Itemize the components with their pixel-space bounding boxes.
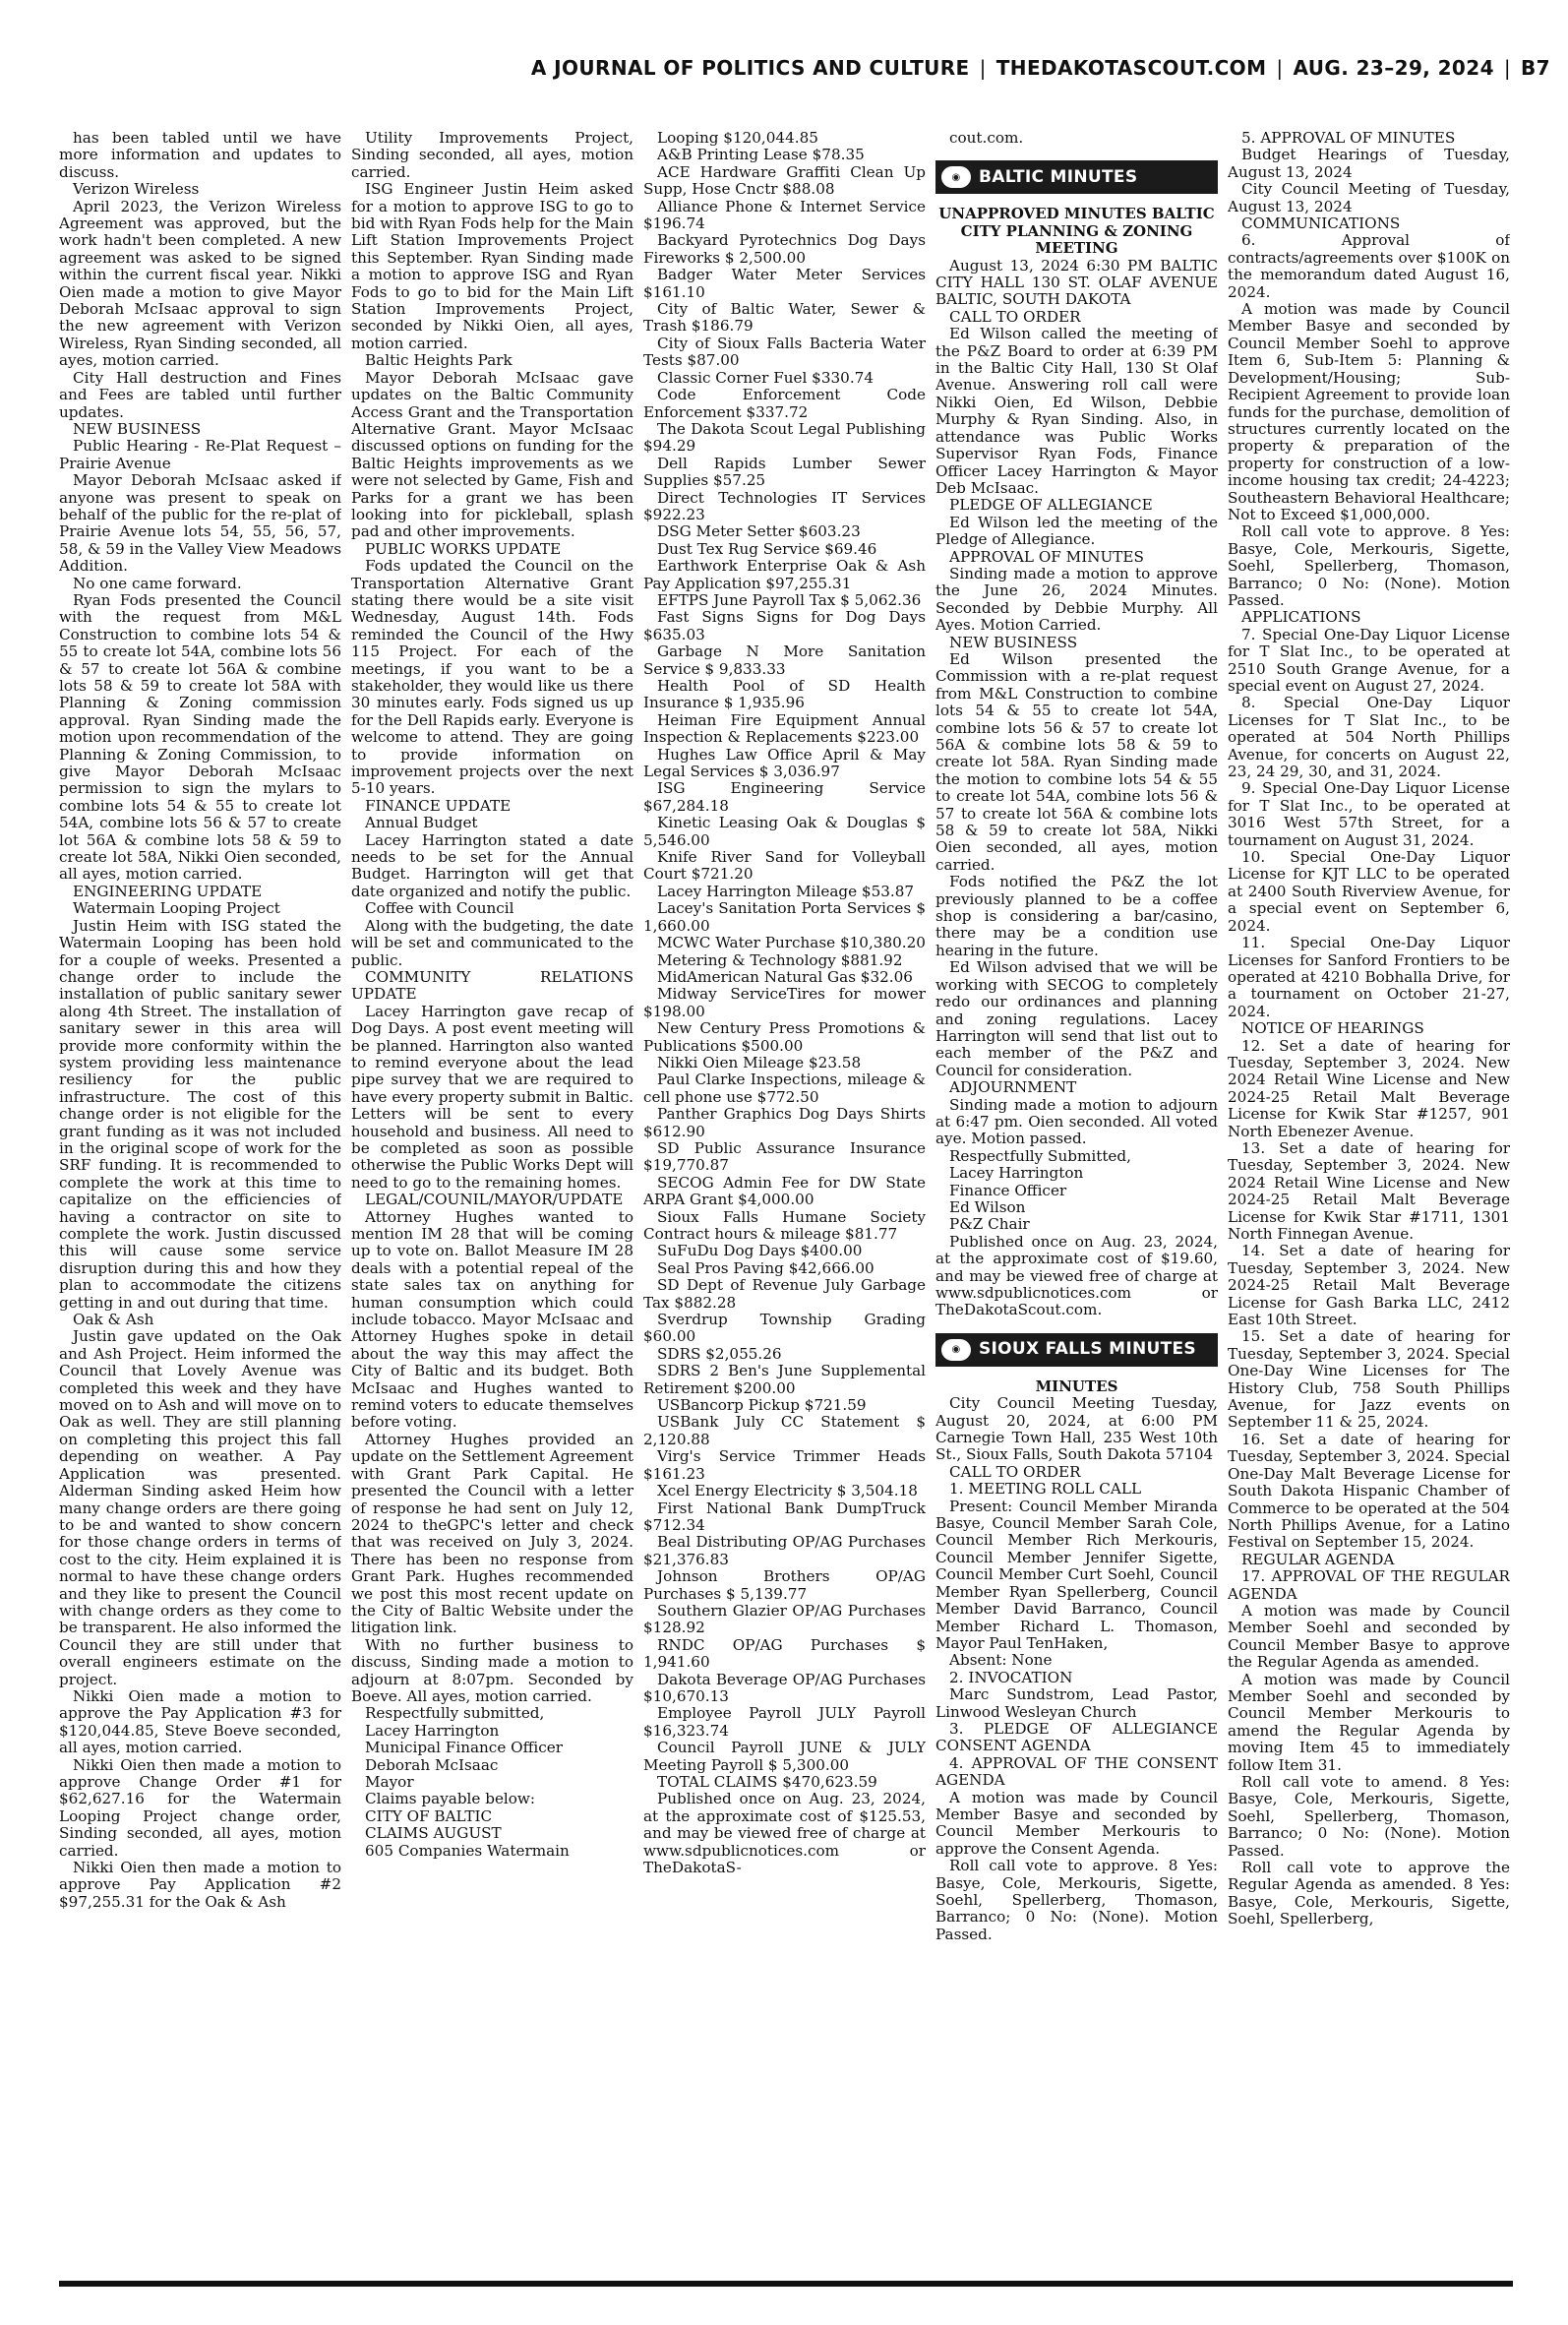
- paragraph: NEW BUSINESS: [73, 419, 202, 438]
- paragraph: Knife River Sand for Volleyball Court $721.20: [643, 848, 926, 884]
- paragraph: TOTAL CLAIMS $470,623.59: [657, 1773, 877, 1791]
- paragraph: Nikki Oien then made a motion to approve Change Order #1 for $62,627.16 for the Watermain Looping Project change order, Sinding seconded, all ayes, motion carried.: [59, 1755, 341, 1860]
- paragraph: Justin gave updated on the Oak and Ash Project. Heim informed the Council that Lovely Avenue was completed this week and they have moved on to Ash and will move on to Oak as well. They are still planning on completing this project this fall depending on weather. A Pay Application was presented. Alderman Sinding asked Heim how many change orders are there going to be and wanted to show concern for those change orders in terms of cost to the city. Heim explained it is normal to have these change orders and they like to present the Council with change orders as they come to be transparent. He also informed the Council they are still under that overall engineers estimate on the project.: [59, 1327, 341, 1688]
- paragraph: P&Z Chair: [949, 1215, 1030, 1234]
- paragraph: RNDC OP/AG Purchases $ 1,941.60: [643, 1635, 926, 1672]
- paragraph: Direct Technologies IT Services $922.23: [643, 488, 926, 523]
- paragraph: Oak & Ash: [73, 1311, 154, 1329]
- paragraph: 14. Set a date of hearing for Tuesday, September 3, 2024. New 2024-25 Retail Malt Beverage License for Gash Barka LLC, 2412 East 10th Street.: [1228, 1242, 1510, 1329]
- paragraph: With no further business to discuss, Sinding made a motion to adjourn at 8:07pm. Seconded by Boeve. All ayes, motion carried.: [351, 1635, 633, 1705]
- paragraph: PUBLIC WORKS UPDATE: [365, 539, 562, 558]
- paragraph: ADJOURNMENT: [949, 1078, 1077, 1097]
- paragraph: Seal Pros Paving $42,666.00: [657, 1258, 874, 1277]
- paragraph: Ed Wilson called the meeting of the P&Z Board to order at 6:39 PM in the Baltic City Hall, 130 St Olaf Avenue. Answering roll call were Nikki Oien, Ed Wilson, Debbie Murphy & Ryan Sinding. Also, in attendance was Public Works Supervisor Ryan Fods, Finance Officer Lacey Harrington & Mayor Deb McIsaac.: [935, 325, 1218, 497]
- article-columns: [59, 130, 1513, 2265]
- paragraph: Respectfully Submitted,: [949, 1146, 1131, 1165]
- paragraph: Attorney Hughes wanted to mention IM 28 that will be coming up to vote on. Ballot Measure IM 28 deals with a potential repeal of the state sales tax on anything for human consumption which could include tobacco. Mayor McIsaac and Attorney Hughes spoke in detail about the way this may affect the City of Baltic and its budget. Both McIsaac and Hughes wanted to remind voters to educate themselves before voting.: [351, 1207, 633, 1432]
- paragraph: Earthwork Enterprise Oak & Ash Pay Application $97,255.31: [643, 557, 926, 592]
- masthead-separator: |: [1276, 56, 1284, 80]
- paragraph: ENGINEERING UPDATE: [73, 882, 263, 900]
- section-heading: UNAPPROVED MINUTES BALTIC CITY PLANNING & ZONING MEETING: [938, 205, 1215, 258]
- paragraph: Lacey Harrington gave recap of Dog Days. A post event meeting will be planned. Harrington also wanted to remind everyone about the lead pipe survey that we are required to have every property submit in Baltic. Letters will be sent to every household and business. All need to be completed as soon as possible otherwise the Public Works Dept will need to go to the remaining homes.: [351, 1002, 633, 1192]
- paragraph: Published once on Aug. 23, 2024, at the approximate cost of $125.53, and may be viewed free of charge at www.sdpublicnotices.com or TheDakotaS-: [643, 1790, 926, 1877]
- column-4: [935, 130, 1218, 2265]
- paragraph: Lacey Harrington: [365, 1721, 500, 1740]
- paragraph: Employee Payroll JULY Payroll $16,323.74: [643, 1704, 926, 1740]
- paragraph: Published once on Aug. 23, 2024, at the approximate cost of $19.60, and may be viewed free of charge at www.sdpublicnotices.com or TheDakotaScout.com.: [935, 1232, 1218, 1319]
- paragraph: 6. Approval of contracts/agreements over $100K on the memorandum dated August 16, 2024.: [1228, 231, 1510, 301]
- paragraph: has been tabled until we have more information and updates to discuss.: [59, 130, 341, 181]
- paragraph: Along with the budgeting, the date will be set and communicated to the public.: [351, 916, 633, 969]
- paragraph: EFTPS June Payroll Tax $ 5,062.36: [657, 590, 922, 609]
- paragraph: 605 Companies Watermain: [365, 1841, 570, 1860]
- paragraph: Sinding made a motion to approve the June 26, 2024 Minutes. Seconded by Debbie Murphy. All Ayes. Motion Carried.: [935, 564, 1218, 635]
- paragraph: 5. APPROVAL OF MINUTES: [1241, 130, 1456, 147]
- paragraph: 13. Set a date of hearing for Tuesday, September 3, 2024. New 2024 Retail Wine License and New 2024-25 Retail Malt Beverage License for Kwik Star #1711, 1301 North Finnegan Avenue.: [1228, 1138, 1510, 1243]
- paragraph: City of Baltic Water, Sewer & Trash $186.79: [643, 300, 926, 336]
- paragraph: Fods updated the Council on the Transportation Alternative Grant stating there would be a site visit Wednesday, August 14th. Fods reminded the Council of the Hwy 115 Project. For each of the meetings, if you want to be a stakeholder, they would like us there 30 minutes early. Fods signed us up for the Dell Rapids early. Everyone is welcome to attend. They are going to provide information on improvement projects over the next 5-10 years.: [351, 557, 633, 798]
- paragraph: Dakota Beverage OP/AG Purchases $10,670.13: [643, 1670, 926, 1705]
- paragraph: Mayor: [365, 1773, 414, 1791]
- paragraph: 4. APPROVAL OF THE CONSENT AGENDA: [935, 1753, 1218, 1790]
- paragraph: Hughes Law Office April & May Legal Services $ 3,036.97: [643, 745, 926, 781]
- paragraph: Roll call vote to approve the Regular Agenda as amended. 8 Yes: Basye, Cole, Merkouris, Sigette, Soehl, Spellerberg,: [1228, 1859, 1510, 1928]
- paragraph: Annual Budget: [365, 814, 478, 832]
- paragraph: 1. MEETING ROLL CALL: [949, 1480, 1142, 1499]
- paragraph: City Council Meeting of Tuesday, August 13, 2024: [1228, 180, 1510, 215]
- paragraph: Nikki Oien then made a motion to approve Pay Application #2 $97,255.31 for the Oak & Ash: [59, 1859, 341, 1911]
- paragraph: Metering & Technology $881.92: [657, 950, 903, 969]
- page-number: B7: [1521, 56, 1550, 80]
- paragraph: Badger Water Meter Services $161.10: [643, 266, 926, 301]
- paragraph: COMMUNITY RELATIONS UPDATE: [351, 967, 633, 1004]
- paragraph: Municipal Finance Officer: [365, 1739, 563, 1757]
- paragraph: Deborah McIsaac: [365, 1755, 499, 1774]
- paragraph: USBancorp Pickup $721.59: [657, 1396, 867, 1415]
- paragraph: Fods notified the P&Z the lot previously planned to be a coffee shop is considering a bar/casino, there may be a condition use hearing in the future.: [935, 873, 1218, 959]
- paragraph: Nikki Oien made a motion to approve the Pay Application #3 for $120,044.85, Steve Boeve seconded, all ayes, motion carried.: [59, 1686, 341, 1757]
- column-2: [351, 130, 633, 2265]
- paragraph: SuFuDu Dog Days $400.00: [657, 1242, 863, 1260]
- paragraph: MCWC Water Purchase $10,380.20: [657, 934, 926, 952]
- paragraph: CITY OF BALTIC: [365, 1806, 493, 1825]
- paragraph: SD Public Assurance Insurance $19,770.87: [643, 1138, 926, 1175]
- masthead-separator: |: [1503, 56, 1512, 80]
- paragraph: Coffee with Council: [365, 899, 514, 918]
- paragraph: Mayor Deborah McIsaac gave updates on the Baltic Community Access Grant and the Transportation Alternative Grant. Mayor McIsaac discussed options on funding for the Baltic Heights improvements as we were not selected by Game, Fish and Parks for a grant we has been looking into for pickleball, splash pad and other improvements.: [351, 368, 633, 541]
- paragraph: August 13, 2024 6:30 PM BALTIC CITY HALL 130 ST. OLAF AVENUE BALTIC, SOUTH DAKOTA: [935, 256, 1218, 309]
- paragraph: Mayor Deborah McIsaac asked if anyone was present to speak on behalf of the public for the re-plat of Prairie Avenue lots 54, 55, 56, 57, 58, & 59 in the Valley View Meadows Addition.: [59, 471, 341, 576]
- paragraph: Utility Improvements Project, Sinding seconded, all ayes, motion carried.: [351, 130, 633, 181]
- paragraph: Looping $120,044.85: [657, 130, 818, 147]
- paragraph: 16. Set a date of hearing for Tuesday, September 3, 2024. Special One-Day Malt Beverage License for South Dakota Hispanic Chamber of Commerce to be operated at the 504 North Phillips Avenue, for a Latino Festival on September 15, 2024.: [1228, 1430, 1510, 1552]
- masthead: [531, 51, 1550, 85]
- paragraph: NOTICE OF HEARINGS: [1241, 1019, 1424, 1038]
- paragraph: Dust Tex Rug Service $69.46: [657, 539, 877, 558]
- scout-logo-icon: ◉: [941, 1339, 971, 1361]
- paragraph: Claims payable below:: [365, 1790, 536, 1808]
- paragraph: 3. PLEDGE OF ALLEGIANCE CONSENT AGENDA: [935, 1719, 1218, 1755]
- banner-title: BALTIC MINUTES: [979, 166, 1138, 187]
- section-banner-baltic: [935, 160, 1218, 194]
- paragraph: A motion was made by Council Member Basye and seconded by Council Member Merkouris to approve the Consent Agenda.: [935, 1788, 1218, 1858]
- paragraph: Finance Officer: [949, 1181, 1067, 1199]
- paragraph: MidAmerican Natural Gas $32.06: [657, 967, 913, 986]
- paragraph: Lacey Harrington: [949, 1164, 1084, 1183]
- paragraph: Public Hearing - Re-Plat Request – Prairie Avenue: [59, 437, 341, 472]
- paragraph: SDRS $2,055.26: [657, 1344, 782, 1363]
- paragraph: Health Pool of SD Health Insurance $ 1,935.96: [643, 677, 926, 712]
- paragraph: LEGAL/COUNIL/MAYOR/UPDATE: [365, 1191, 624, 1209]
- paragraph: PLEDGE OF ALLEGIANCE: [949, 496, 1153, 515]
- paragraph: CALL TO ORDER: [949, 307, 1081, 326]
- journal-title: A JOURNAL OF POLITICS AND CULTURE: [530, 56, 970, 80]
- paragraph: ACE Hardware Graffiti Clean Up Supp, Hose Cnctr $88.08: [643, 162, 926, 199]
- baltic-pz-minutes: [935, 258, 1218, 1319]
- paragraph: Justin Heim with ISG stated the Watermain Looping has been hold for a couple of weeks. Presented a change order to include the installation of public sanitary sewer along 4th Street. The installation of sanitary sewer in this area will provide more conformity within the system providing less maintenance resiliency for the public infrastructure. The cost of this change order is not eligible for the grant funding as it was not included in the original scope of work for the SRF funding. It is recommended to complete the work at this time to capitalize on the efficiencies of having a contractor on site to complete the work. Justin discussed this will cause some service disruption during this and how they plan to accommodate the citizens getting in and out during that time.: [59, 916, 341, 1312]
- paragraph: 10. Special One-Day Liquor License for KJT LLC to be operated at 2400 South Riverview Avenue, for a special event on September 6, 2024.: [1228, 848, 1510, 935]
- site-name: THEDAKOTASCOUT.COM: [995, 56, 1267, 80]
- paragraph: Roll call vote to amend. 8 Yes: Basye, Cole, Merkouris, Sigette, Soehl, Spellerberg, Thomason, Barranco; 0 No: (None). Motion Passed.: [1228, 1773, 1510, 1860]
- paragraph: APPLICATIONS: [1241, 608, 1361, 627]
- paragraph: Garbage N More Sanitation Service $ 9,833.33: [643, 642, 926, 678]
- paragraph: First National Bank DumpTruck $712.34: [643, 1499, 926, 1534]
- column-3: [643, 130, 926, 2265]
- paragraph: A motion was made by Council Member Soehl and seconded by Council Member Merkouris to amend the Regular Agenda by moving Item 45 to immediately follow Item 31.: [1228, 1670, 1510, 1774]
- paragraph: Baltic Heights Park: [365, 351, 513, 370]
- paragraph: Roll call vote to approve. 8 Yes: Basye, Cole, Merkouris, Sigette, Soehl, Spellerberg, Thomason, Barranco; 0 No: (None). Motion Passed.: [1228, 522, 1510, 609]
- paragraph: Backyard Pyrotechnics Dog Days Fireworks $ 2,500.00: [643, 231, 926, 267]
- paragraph: Ed Wilson: [949, 1197, 1026, 1216]
- paragraph: April 2023, the Verizon Wireless Agreement was approved, but the work hadn't been completed. A new agreement was asked to be signed within the current fiscal year. Nikki Oien made a motion to give Mayor Deborah McIsaac approval to sign the new agreement with Verizon Wireless, Ryan Sinding seconded, all ayes, motion carried.: [59, 197, 341, 370]
- paragraph: 7. Special One-Day Liquor License for T Slat Inc., to be operated at 2510 South Grange Avenue, for a special event on August 27, 2024.: [1228, 625, 1510, 695]
- paragraph: Fast Signs Signs for Dog Days $635.03: [643, 608, 926, 643]
- paragraph: Respectfully submitted,: [365, 1704, 545, 1723]
- paragraph: USBank July CC Statement $ 2,120.88: [643, 1413, 926, 1448]
- paragraph: Beal Distributing OP/AG Purchases $21,376.83: [643, 1533, 926, 1568]
- section-banner-sioux-falls: [935, 1333, 1218, 1367]
- paragraph: 17. APPROVAL OF THE REGULAR AGENDA: [1228, 1567, 1510, 1603]
- paragraph: Verizon Wireless: [73, 180, 200, 199]
- paragraph: ISG Engineering Service $67,284.18: [643, 779, 926, 815]
- paragraph: Heiman Fire Equipment Annual Inspection & Replacements $223.00: [643, 710, 926, 747]
- paragraph: Midway ServiceTires for mower $198.00: [643, 985, 926, 1020]
- paragraph: No one came forward.: [73, 574, 242, 592]
- paragraph: Marc Sundstrom, Lead Pastor, Linwood Wesleyan Church: [935, 1685, 1218, 1721]
- paragraph: Dell Rapids Lumber Sewer Supplies $57.25: [643, 454, 926, 490]
- paragraph: Alliance Phone & Internet Service $196.74: [643, 197, 926, 233]
- paragraph: cout.com.: [949, 130, 1024, 147]
- paragraph: Sverdrup Township Grading $60.00: [643, 1311, 926, 1346]
- paragraph: Sinding made a motion to adjourn at 6:47 pm. Oien seconded. All voted aye. Motion passed.: [935, 1095, 1218, 1148]
- paragraph: Present: Council Member Miranda Basye, Council Member Sarah Cole, Council Member Rich Merkouris, Council Member Jennifer Sigette, Council Member Curt Soehl, Council Member Ryan Spellerberg, Council Member David Barranco, Council Member Richard L. Thomason, Mayor Paul TenHaken,: [935, 1497, 1218, 1652]
- paragraph: 15. Set a date of hearing for Tuesday, September 3, 2024. Special One-Day Wine Licenses for The History Club, 758 South Phillips Avenue, for Jazz events on September 11 & 25, 2024.: [1228, 1327, 1510, 1432]
- paragraph: 8. Special One-Day Liquor Licenses for T Slat Inc., to be operated at 504 North Phillips Avenue, for concerts on August 22, 23, 24 29, 30, and 31, 2024.: [1228, 694, 1510, 781]
- paragraph: ISG Engineer Justin Heim asked for a motion to approve ISG to go to bid with Ryan Fods help for the Main Lift Station Improvements Project this September. Ryan Sinding made a motion to approve ISG and Ryan Fods to go to bid for the Main Lift Station Improvements Project, seconded by Nikki Oien, all ayes, motion carried.: [351, 180, 633, 352]
- paragraph: Ed Wilson advised that we will be working with SECOG to completely redo our ordinances and planning and zoning regulations. Lacey Harrington will send that list out to each member of the P&Z and Council for consideration.: [935, 958, 1218, 1079]
- paragraph: Sioux Falls Humane Society Contract hours & mileage $81.77: [643, 1207, 926, 1243]
- paragraph: Watermain Looping Project: [73, 899, 280, 918]
- paragraph: Roll call vote to approve. 8 Yes: Basye, Cole, Merkouris, Sigette, Soehl, Spellerberg, Thomason, Barranco; 0 No: (None). Motion Passed.: [935, 1857, 1218, 1943]
- paragraph: Virg's Service Trimmer Heads $161.23: [643, 1447, 926, 1483]
- section-heading: MINUTES: [1035, 1377, 1118, 1395]
- issue-date: AUG. 23–29, 2024: [1293, 56, 1494, 80]
- sioux-falls-minutes: [935, 1395, 1218, 1943]
- paragraph: New Century Press Promotions & Publications $500.00: [643, 1019, 926, 1055]
- paragraph: Code Enforcement Code Enforcement $337.72: [643, 386, 926, 421]
- paragraph: REGULAR AGENDA: [1241, 1550, 1395, 1568]
- masthead-separator: |: [979, 56, 987, 80]
- paragraph: A motion was made by Council Member Basye and seconded by Council Member Soehl to approve Item 6, Sub-Item 5: Planning & Development/Housing; Sub-Recipient Agreement to provide loan funds for the purchase, demolition of structures currently located on the property & preparation of the property for construction of a low-income housing tax credit; 24-4223; Southeastern Behavioral Healthcare; Not to Exceed $1,000,000.: [1228, 300, 1510, 523]
- paragraph: Absent: None: [949, 1651, 1053, 1670]
- paragraph: 11. Special One-Day Liquor Licenses for Sanford Frontiers to be operated at 4210 Bobhalla Drive, for a tournament on October 21-27, 2024.: [1228, 934, 1510, 1020]
- paragraph: FINANCE UPDATE: [365, 796, 512, 815]
- paragraph: A&B Printing Lease $78.35: [657, 146, 865, 164]
- paragraph: SD Dept of Revenue July Garbage Tax $882.28: [643, 1276, 926, 1312]
- paragraph: COMMUNICATIONS: [1241, 214, 1401, 233]
- paragraph: DSG Meter Setter $603.23: [657, 522, 861, 541]
- column-5: [1228, 130, 1510, 2265]
- paragraph: Panther Graphics Dog Days Shirts $612.90: [643, 1105, 926, 1140]
- paragraph: City of Sioux Falls Bacteria Water Tests $87.00: [643, 334, 926, 370]
- paragraph: Budget Hearings of Tuesday, August 13, 2024: [1228, 146, 1510, 181]
- paragraph: Classic Corner Fuel $330.74: [657, 368, 874, 387]
- paragraph: Attorney Hughes provided an update on the Settlement Agreement with Grant Park Capital. He presented the Council with a letter of response he had sent on July 12, 2024 to theGPC's letter and check that was received on July 3, 2024. There has been no response from Grant Park. Hughes recommended we post this most recent update on the City of Baltic Website under the litigation link.: [351, 1430, 633, 1637]
- paragraph: Johnson Brothers OP/AG Purchases $ 5,139.77: [643, 1567, 926, 1603]
- paragraph: 12. Set a date of hearing for Tuesday, September 3, 2024. New 2024 Retail Wine License and New 2024-25 Retail Malt Beverage License for Kwik Star #1257, 901 North Ebenezer Avenue.: [1228, 1036, 1510, 1140]
- banner-title: SIOUX FALLS MINUTES: [979, 1339, 1196, 1360]
- paragraph: Ed Wilson led the meeting of the Pledge of Allegiance.: [935, 513, 1218, 549]
- paragraph: Ryan Fods presented the Council with the request from M&L Construction to combine lots 54 & 55 to create lot 54A, combine lots 56 & 57 to create lot 56A & combine lots 58 & 59 to create lot 58A with Planning & Zoning commission approval. Ryan Sinding made the motion upon recommendation of the Planning & Zoning Commission, to give Mayor Deborah McIsaac permission to sign the mylars to combine lots 54 & 55 to create lot 54A, combine lots 56 & 57 to create lot 56A & combine lots 58 & 59 to create lot 58A, Nikki Oien seconded, all ayes, motion carried.: [59, 590, 341, 884]
- scout-logo-icon: ◉: [941, 166, 971, 188]
- paragraph: Lacey Harrington stated a date needs to be set for the Annual Budget. Harrington will get that date organized and notify the public.: [351, 830, 633, 900]
- paragraph: NEW BUSINESS: [949, 633, 1078, 651]
- paragraph: APPROVAL OF MINUTES: [949, 547, 1144, 566]
- paragraph: City Council Meeting Tuesday, August 20, 2024, at 6:00 PM Carnegie Town Hall, 235 West 10th St., Sioux Falls, South Dakota 57104: [935, 1394, 1218, 1464]
- paragraph: City Hall destruction and Fines and Fees are tabled until further updates.: [59, 368, 341, 421]
- column-1: [59, 130, 341, 2265]
- paragraph: Lacey Harrington Mileage $53.87: [657, 882, 915, 900]
- paragraph: Xcel Energy Electricity $ 3,504.18: [657, 1482, 918, 1500]
- paragraph: SDRS 2 Ben's June Supplemental Retirement $200.00: [643, 1362, 926, 1397]
- paragraph: Paul Clarke Inspections, mileage & cell phone use $772.50: [643, 1071, 926, 1106]
- paragraph: CLAIMS AUGUST: [365, 1824, 502, 1843]
- bottom-rule: [59, 2281, 1513, 2287]
- paragraph: SECOG Admin Fee for DW State ARPA Grant $4,000.00: [643, 1173, 926, 1209]
- paragraph: Southern Glazier OP/AG Purchases $128.92: [643, 1601, 926, 1637]
- paragraph: 9. Special One-Day Liquor License for T Slat Inc., to be operated at 3016 West 57th Street, for a tournament on August 31, 2024.: [1228, 779, 1510, 849]
- paragraph: A motion was made by Council Member Soehl and seconded by Council Member Basye to approve the Regular Agenda as amended.: [1228, 1601, 1510, 1672]
- paragraph: 2. INVOCATION: [949, 1668, 1073, 1686]
- paragraph: Ed Wilson presented the Commission with a re-plat request from M&L Construction to combine lots 54 & 55 to create lot 54A, combine lots 56 & 57 to create lot 56A & combine lots 58 & 59 to create lot 58A. Ryan Sinding made the motion to combine lots 54 & 55 to create lot 54A, combine lots 56 & 57 to create lot 56A & combine lots 58 & 59 to create lot 58A, Nikki Oien seconded, all ayes, motion carried.: [935, 649, 1218, 874]
- paragraph: CALL TO ORDER: [949, 1462, 1081, 1481]
- paragraph: Lacey's Sanitation Porta Services $ 1,660.00: [643, 899, 926, 935]
- paragraph: Nikki Oien Mileage $23.58: [657, 1053, 862, 1071]
- paragraph: The Dakota Scout Legal Publishing $94.29: [643, 419, 926, 456]
- paragraph: Kinetic Leasing Oak & Douglas $ 5,546.00: [643, 814, 926, 849]
- paragraph: Council Payroll JUNE & JULY Meeting Payroll $ 5,300.00: [643, 1739, 926, 1774]
